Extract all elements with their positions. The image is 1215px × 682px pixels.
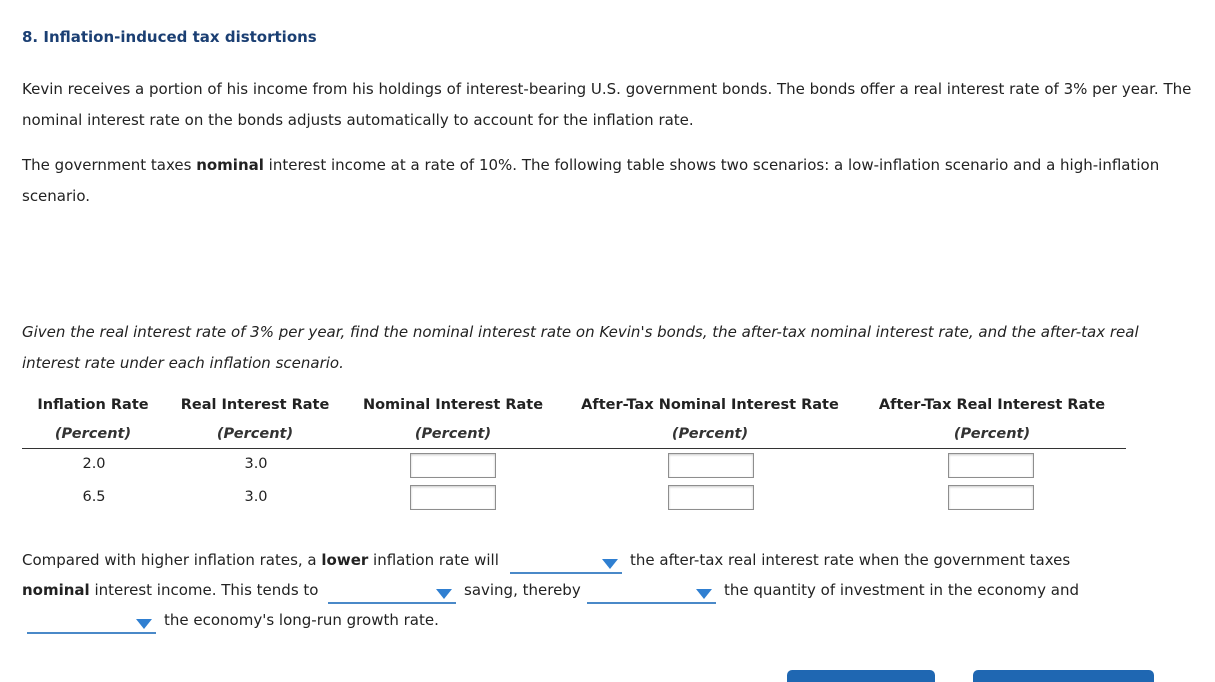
continue-button[interactable] [973, 670, 1154, 682]
row1-inflation-rate: 2.0 [82, 456, 106, 472]
dropdown-effect-on-after-tax-real-rate[interactable] [510, 550, 622, 574]
tax-text-after: interest income at a rate of 10%. The following table shows two scenarios: a low-inflation scenario and a high-inflation scenario. [22, 156, 1160, 205]
fill-sentence-part3 [22, 581, 318, 599]
tax-text-before: The government taxes [22, 156, 197, 174]
subheader-percent: (Percent) [671, 426, 749, 442]
subheader-percent: (Percent) [414, 426, 492, 442]
chevron-down-icon[interactable] [696, 589, 712, 599]
chevron-down-icon[interactable] [436, 589, 452, 599]
row2-real-interest-rate: 3.0 [244, 489, 268, 505]
fill-sentence-part5: the quantity of investment in the economy and [724, 581, 1080, 599]
header-inflation-rate: Inflation Rate [37, 397, 149, 413]
grade-button[interactable] [787, 670, 935, 682]
instruction-paragraph: Given the real interest rate of 3% per year, find the nominal interest rate on Kevin's bonds, the after-tax nominal interest rate, and the after-tax real interest rate under each inflation scenario. [22, 323, 1139, 372]
row2-nominal-rate-input[interactable] [410, 485, 496, 510]
table-header-divider [22, 448, 1126, 449]
question-title: 8. Inflation-induced tax distortions [22, 28, 317, 46]
header-nominal-interest-rate: Nominal Interest Rate [362, 397, 544, 413]
fill-sentence-part4: saving, thereby [464, 581, 581, 599]
chevron-down-icon[interactable] [136, 619, 152, 629]
dropdown-effect-on-investment[interactable] [587, 580, 716, 604]
header-real-interest-rate: Real Interest Rate [180, 397, 330, 413]
fill-text-bold: lower [321, 551, 369, 569]
row2-inflation-rate: 6.5 [82, 489, 106, 505]
fill-sentence-part1 [22, 551, 499, 569]
fill-text: inflation rate will [368, 551, 499, 569]
row1-nominal-rate-input[interactable] [410, 453, 496, 478]
row2-after-tax-real-input[interactable] [948, 485, 1034, 510]
row2-after-tax-nominal-input[interactable] [668, 485, 754, 510]
dropdown-effect-on-growth-rate[interactable] [27, 610, 156, 634]
subheader-percent: (Percent) [953, 426, 1031, 442]
fill-text: Compared with higher inflation rates, a [22, 551, 322, 569]
row1-after-tax-real-input[interactable] [948, 453, 1034, 478]
header-after-tax-nominal-rate: After-Tax Nominal Interest Rate [581, 397, 839, 413]
fill-text: interest income. This tends to [89, 581, 319, 599]
header-after-tax-real-rate: After-Tax Real Interest Rate [878, 397, 1106, 413]
fill-sentence-part6: the economy's long-run growth rate. [164, 611, 439, 629]
tax-text-bold: nominal [196, 156, 264, 174]
subheader-percent: (Percent) [54, 426, 132, 442]
fill-sentence-part2: the after-tax real interest rate when the government taxes [630, 551, 1071, 569]
row1-real-interest-rate: 3.0 [244, 456, 268, 472]
fill-text-bold: nominal [22, 581, 90, 599]
row1-after-tax-nominal-input[interactable] [668, 453, 754, 478]
chevron-down-icon[interactable] [602, 559, 618, 569]
dropdown-effect-on-saving[interactable] [328, 580, 456, 604]
intro-paragraph: Kevin receives a portion of his income from his holdings of interest-bearing U.S. government bonds. The bonds offer a real interest rate of 3% per year. The nominal interest rate on the bonds adjusts automatically to account for the inflation rate. [22, 80, 1192, 129]
tax-paragraph [22, 150, 1192, 211]
subheader-percent: (Percent) [216, 426, 294, 442]
